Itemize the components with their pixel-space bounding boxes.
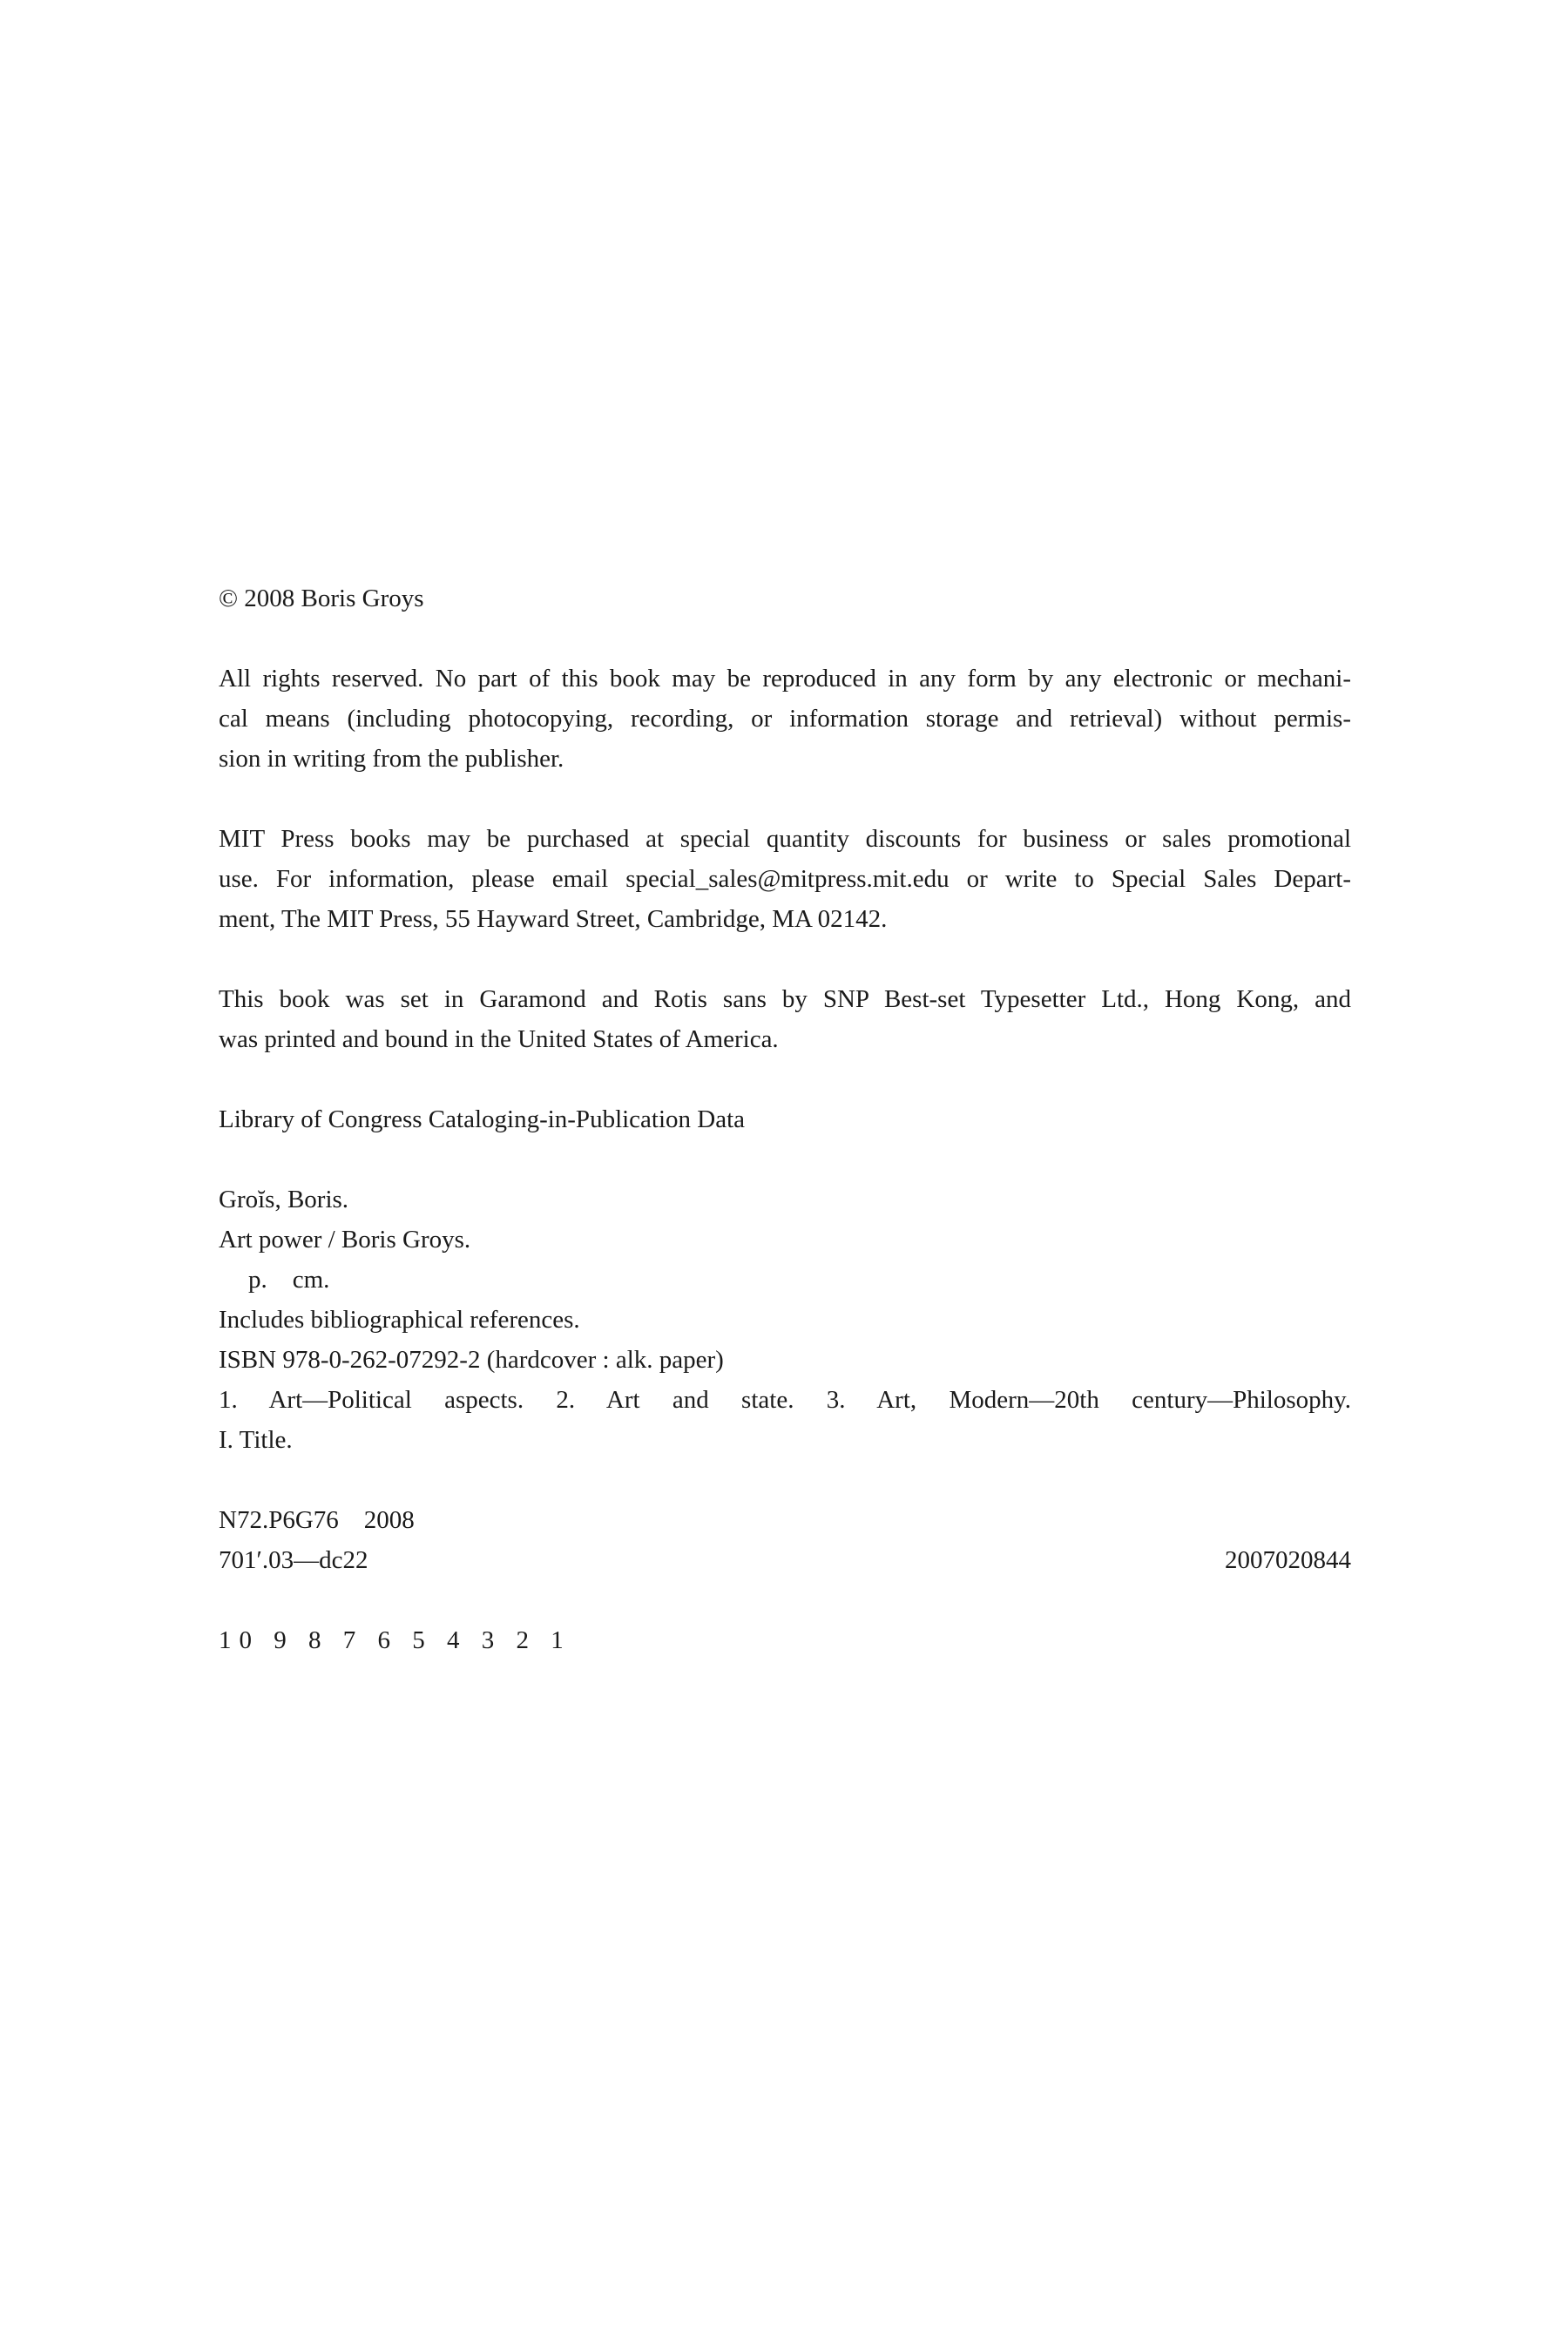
sales-line-3: ment, The MIT Press, 55 Hayward Street, Cambridge, MA 02142. [219, 905, 888, 933]
cip-author: Groĭs, Boris. [219, 1186, 349, 1213]
sales-line-2: use. For information, please email special_sales@mitpress.mit.edu or write to Special Sales Depart- [219, 865, 1351, 893]
cip-record [219, 1179, 1351, 1460]
copyright-page [219, 578, 1351, 1660]
typeset-paragraph [219, 979, 1351, 1059]
typeset-line-2: was printed and bound in the United States of America. [219, 1025, 779, 1053]
rights-line-1: All rights reserved. No part of this book may be reproduced in any form by any electronic or mechani- [219, 665, 1351, 693]
cip-pages: p. cm. [248, 1266, 330, 1294]
copyright-notice [219, 578, 1351, 618]
cip-subjects-line-1: 1. Art—Political aspects. 2. Art and state. 3. Art, Modern—20th century—Philosophy. [219, 1386, 1351, 1414]
cip-heading: Library of Congress Cataloging-in-Publication Data [219, 1105, 746, 1133]
printing-line-block [219, 1620, 1351, 1660]
lccn-number: 2007020844 [1225, 1546, 1351, 1574]
lc-classification: N72.P6G76 2008 [219, 1506, 415, 1534]
rights-paragraph [219, 659, 1351, 779]
dewey-classification: 701′.03—dc22 [219, 1546, 368, 1574]
typeset-line-1: This book was set in Garamond and Rotis sans by SNP Best-set Typesetter Ltd., Hong Kong, and [219, 985, 1351, 1013]
dewey-row [219, 1540, 1351, 1580]
cip-heading-block [219, 1099, 1351, 1139]
classification-block [219, 1500, 1351, 1580]
copyright-line: © 2008 Boris Groys [219, 585, 424, 612]
sales-paragraph [219, 819, 1351, 939]
cip-isbn: ISBN 978-0-262-07292-2 (hardcover : alk. paper) [219, 1346, 724, 1374]
rights-line-2: cal means (including photocopying, recording, or information storage and retrieval) without permis- [219, 705, 1351, 733]
cip-bibliography: Includes bibliographical references. [219, 1306, 580, 1334]
cip-title: Art power / Boris Groys. [219, 1226, 471, 1254]
sales-line-1: MIT Press books may be purchased at special quantity discounts for business or sales promotional [219, 825, 1351, 853]
rights-line-3: sion in writing from the publisher. [219, 745, 564, 773]
printing-number-line: 10 9 8 7 6 5 4 3 2 1 [219, 1626, 571, 1654]
cip-subjects-line-2: I. Title. [219, 1426, 293, 1454]
